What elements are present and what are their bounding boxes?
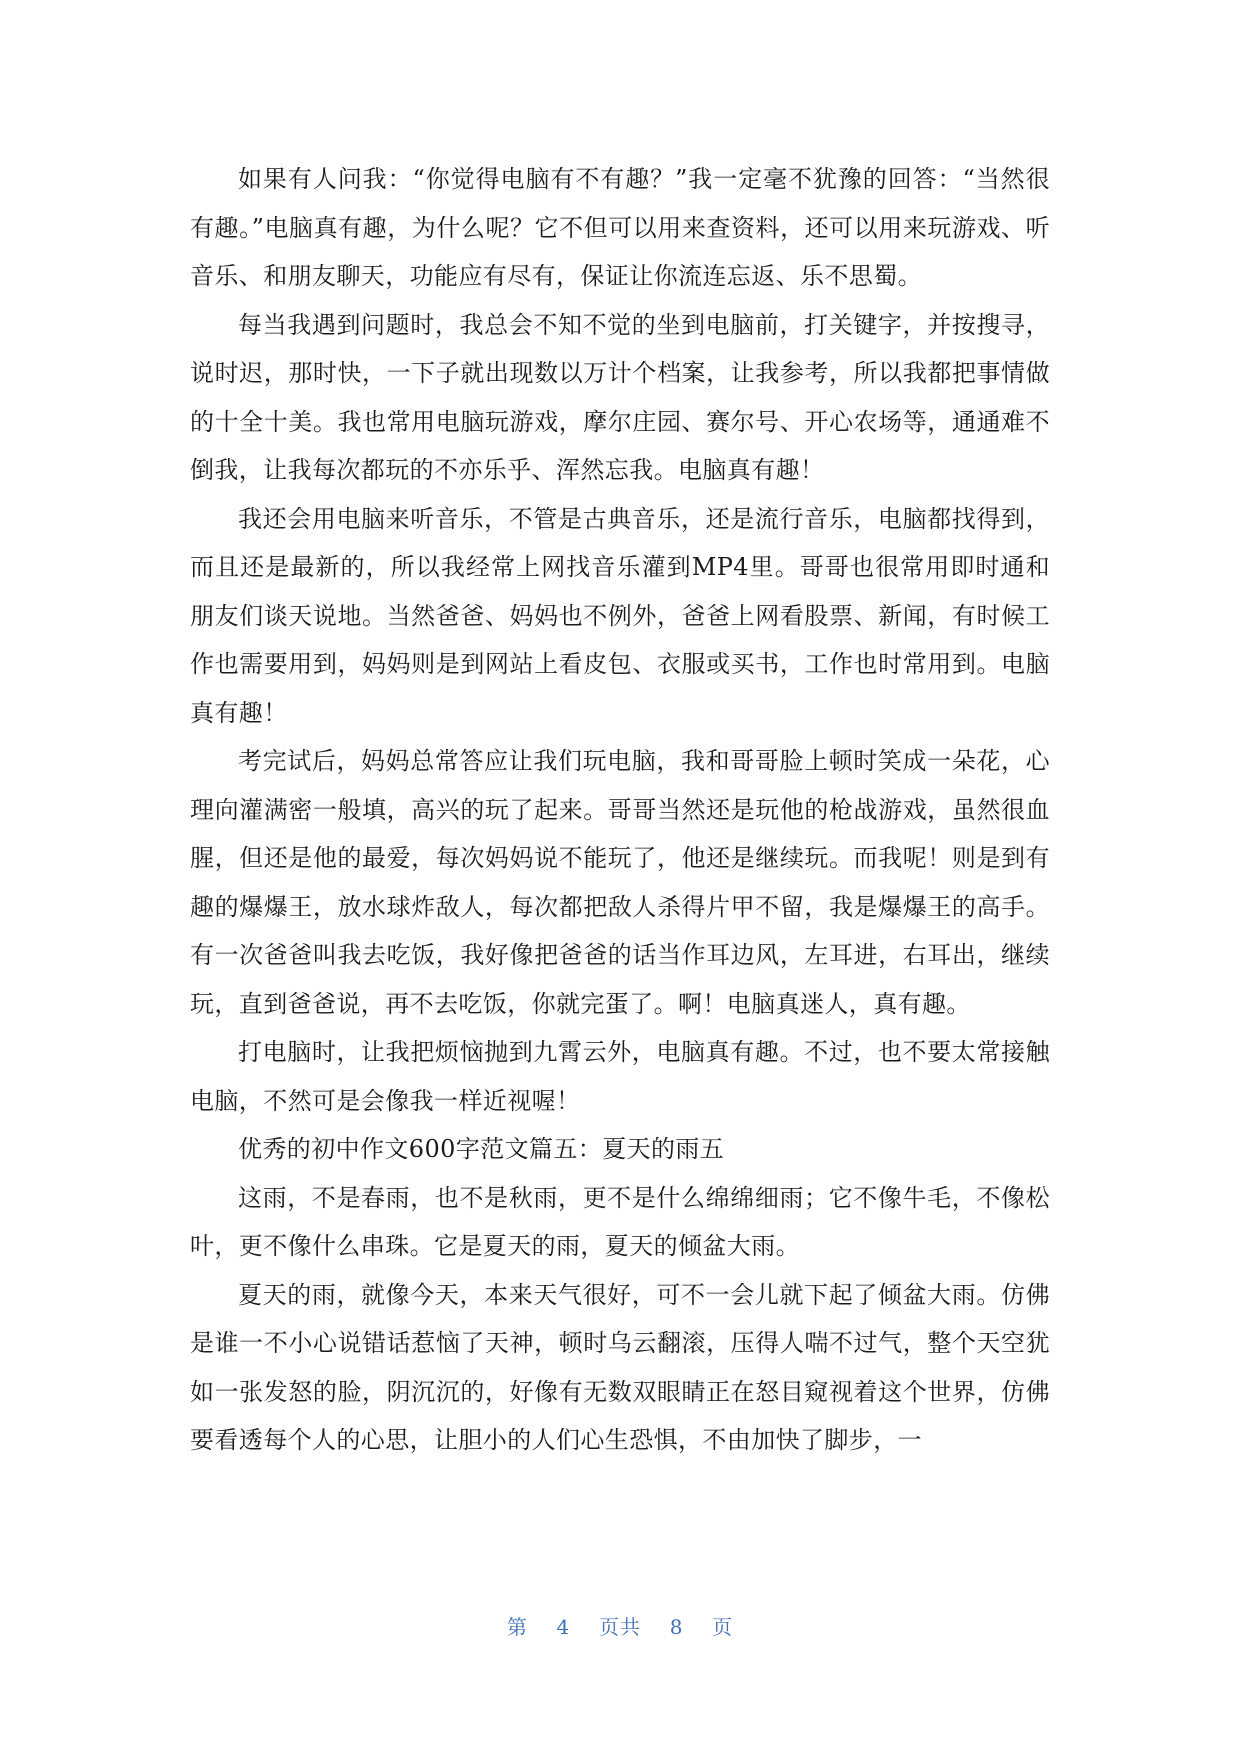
footer-page-prefix: 第 xyxy=(506,1615,528,1639)
document-body xyxy=(190,155,1050,1465)
paragraph-summer-rain-intro: 这雨，不是春雨，也不是秋雨，更不是什么绵绵细雨；它不像牛毛，不像松叶，更不像什么串珠。它是夏天的雨，夏天的倾盆大雨。 xyxy=(190,1183,1050,1260)
paragraph-music-and-family: 我还会用电脑来听音乐，不管是古典音乐，还是流行音乐，电脑都找得到，而且还是最新的，所以我经常上网找音乐灌到MP4里。哥哥也很常用即时通和朋友们谈天说地。当然爸爸、妈妈也不例外，爸爸上网看股票、新闻，有时候工作也需要用到，妈妈则是到网站上看皮包、衣服或买书，工作也时常用到。电脑真有趣！ xyxy=(190,504,1050,727)
footer-page-mid: 页共 xyxy=(599,1615,641,1639)
paragraph-conclusion: 打电脑时，让我把烦恼抛到九霄云外，电脑真有趣。不过，也不要太常接触电脑，不然可是会像我一样近视喔！ xyxy=(190,1038,1050,1115)
footer-total-pages: 8 xyxy=(669,1615,684,1639)
essay-title: 优秀的初中作文600字范文篇五：夏天的雨五 xyxy=(238,1135,725,1163)
paragraph-summer-rain-description: 夏天的雨，就像今天，本来天气很好，可不一会儿就下起了倾盆大雨。仿佛是谁一不小心说错话惹恼了天神，顿时乌云翻滚，压得人喘不过气，整个天空犹如一张发怒的脸，阴沉沉的，好像有无数双眼睛正在怒目窥视着这个世界，仿佛要看透每个人的心思，让胆小的人们心生恐惧，不由加快了脚步，一 xyxy=(190,1280,1050,1454)
page-number-footer xyxy=(0,1611,1240,1640)
footer-page-suffix: 页 xyxy=(712,1615,734,1639)
footer-current-page: 4 xyxy=(556,1615,571,1639)
paragraph-after-exams: 考完试后，妈妈总常答应让我们玩电脑，我和哥哥脸上顿时笑成一朵花，心理向灌满密一般填，高兴的玩了起来。哥哥当然还是玩他的枪战游戏，虽然很血腥，但还是他的最爱，每次妈妈说不能玩了，他还是继续玩。而我呢！则是到有趣的爆爆王，放水球炸敌人，每次都把敌人杀得片甲不留，我是爆爆王的高手。有一次爸爸叫我去吃饭，我好像把爸爸的话当作耳边风，左耳进，右耳出，继续玩，直到爸爸说，再不去吃饭，你就完蛋了。啊！电脑真迷人，真有趣。 xyxy=(190,747,1050,1018)
paragraph-computer-fun-intro: 如果有人问我：“你觉得电脑有不有趣？”我一定毫不犹豫的回答：“当然很有趣。”电脑真有趣，为什么呢？它不但可以用来查资料，还可以用来玩游戏、听音乐、和朋友聊天，功能应有尽有，保证让你流连忘返、乐不思蜀。 xyxy=(190,165,1050,290)
paragraph-search-and-games: 每当我遇到问题时，我总会不知不觉的坐到电脑前，打关键字，并按搜寻，说时迟，那时快，一下子就出现数以万计个档案，让我参考，所以我都把事情做的十全十美。我也常用电脑玩游戏，摩尔庄园、赛尔号、开心农场等，通通难不倒我，让我每次都玩的不亦乐乎、浑然忘我。电脑真有趣！ xyxy=(190,310,1050,484)
